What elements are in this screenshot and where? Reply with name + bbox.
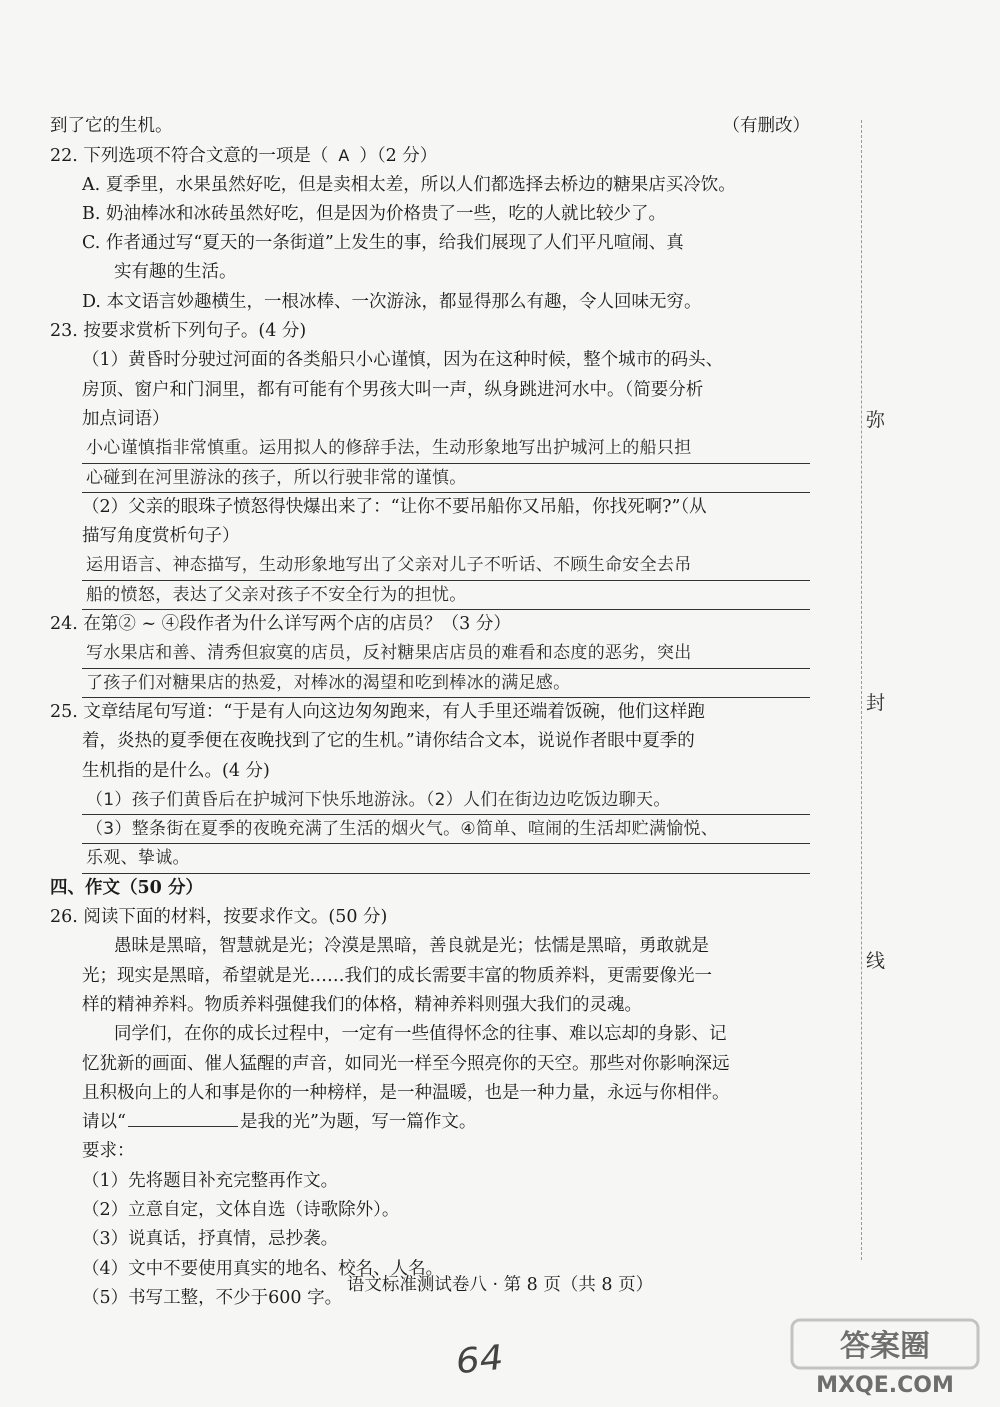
edit-note: （有删改） (722, 116, 810, 136)
answer-mark: A (338, 146, 350, 166)
section-heading: 四、作文（50 分） (50, 877, 203, 898)
question-text: 22. 下列选项不符合文意的一项是（ (50, 146, 329, 167)
handwritten-answer: 运用语言、神态描写，生动形象地写出了父亲对儿子不听话、不顾生命安全去吊 (82, 551, 810, 580)
handwritten-answer: （1）孩子们黄昏后在护城河下快乐地游泳。（2）人们在街边边吃饭边聊天。 (82, 786, 810, 815)
q23-sentence-2-cont: 描写角度赏析句子） (82, 526, 240, 547)
handwritten-answer: 船的愤怒，表达了父亲对孩子不安全行为的担忧。 (82, 581, 810, 610)
q23-sentence-1-cont: 加点词语） (82, 408, 170, 429)
material-paragraph: 同学们，在你的成长过程中，一定有一些值得怀念的往事、难以忘却的身影、记 (114, 1024, 727, 1045)
prompt-text: 是我的光”为题，写一篇作文。 (239, 1112, 477, 1133)
handwritten-answer: 乐观、挚诚。 (82, 844, 810, 873)
page-content (50, 112, 810, 1313)
question-22 (50, 141, 810, 170)
text-line (50, 112, 810, 141)
handwritten-answer: 写水果店和善、清秀但寂寞的店员，反衬糖果店店员的难看和态度的恶劣，突出 (82, 639, 810, 668)
material-paragraph-cont: 且积极向上的人和事是你的一种榜样，是一种温暖，也是一种力量，永远与你相伴。 (82, 1082, 730, 1103)
requirement-item: （4）文中不要使用真实的地名、校名、人名。 (82, 1258, 444, 1279)
q23-sentence-2: （2）父亲的眼珠子愤怒得快爆出来了：“让你不要吊船你又吊船，你找死啊?”（从 (82, 496, 707, 517)
requirement-item: （3）说真话，抒真情，忌抄袭。 (82, 1229, 339, 1250)
question-25-cont: 着，炎热的夏季便在夜晚找到了它的生机。”请你结合文本，说说作者眼中夏季的 (82, 731, 695, 752)
binding-line (861, 120, 862, 1260)
option-c: C. 作者通过写“夏天的一条街道”上发生的事，给我们展现了人们平凡喧闹、真 (82, 233, 684, 254)
material-paragraph: 愚昧是黑暗，智慧就是光；冷漠是黑暗，善良就是光；怯懦是黑暗，勇敢就是 (114, 936, 709, 957)
question-score: ）（2 分） (359, 146, 438, 167)
material-paragraph-cont: 光；现实是黑暗，希望就是光……我们的成长需要丰富的物质养料，更需要像光一 (82, 965, 712, 986)
watermark-bottom-text: MXQE.COM (816, 1373, 954, 1398)
seal-char-xian: 线 (866, 950, 886, 972)
text: 到了它的生机。 (50, 116, 173, 136)
material-paragraph-cont: 样的精神养料。物质养料强健我们的体格，精神养料则强大我们的灵魂。 (82, 994, 642, 1015)
essay-prompt (50, 1108, 810, 1137)
requirement-item: （5）书写工整，不少于600 字。 (82, 1287, 343, 1308)
q23-sentence-1-cont: 房顶、窗户和门洞里，都有可能有个男孩大叫一声，纵身跳进河水中。（简要分析 (82, 379, 704, 400)
material-paragraph-cont: 忆犹新的画面、催人猛醒的声音，如同光一样至今照亮你的天空。那些对你影响深远 (82, 1053, 730, 1074)
question-26: 26. 阅读下面的材料，按要求作文。(50 分) (50, 907, 388, 928)
handwritten-answer: 了孩子们对糖果店的热爱，对棒冰的渴望和吃到棒冰的满足感。 (82, 669, 810, 698)
title-blank (128, 1108, 238, 1127)
seal-char-mi: 弥 (866, 409, 886, 431)
question-24: 24. 在第② ~ ④段作者为什么详写两个店的店员？（3 分） (50, 614, 511, 635)
q23-sentence-1: （1）黄昏时分驶过河面的各类船只小心谨慎，因为在这种时候，整个城市的码头、 (82, 350, 724, 371)
option-b: B. 奶油棒冰和冰砖虽然好吃，但是因为价格贵了一些，吃的人就比较少了。 (82, 203, 666, 224)
page-footer: 语文标准测试卷八 · 第 8 页（共 8 页） (346, 1275, 654, 1295)
question-25-cont: 生机指的是什么。(4 分) (82, 760, 270, 781)
requirements-label: 要求： (82, 1141, 135, 1162)
question-25: 25. 文章结尾句写道：“于是有人向这边匆匆跑来，有人手里还端着饭碗，他们这样跑 (50, 701, 705, 722)
seal-char-feng: 封 (866, 692, 886, 714)
watermark-top-text: 答案圈 (840, 1329, 930, 1364)
handwritten-answer: 小心谨慎指非常慎重。运用拟人的修辞手法，生动形象地写出护城河上的船只担 (82, 434, 810, 463)
watermark-logo (790, 1318, 980, 1398)
option-d: D. 本文语言妙趣横生，一根冰棒、一次游泳，都显得那么有趣，令人回味无穷。 (82, 291, 702, 312)
question-23: 23. 按要求赏析下列句子。(4 分) (50, 321, 307, 342)
option-a: A. 夏季里，水果虽然好吃，但是卖相太差，所以人们都选择去桥边的糖果店买冷饮。 (82, 174, 736, 195)
requirement-item: （1）先将题目补充完整再作文。 (82, 1170, 339, 1191)
requirement-item: （2）立意自定，文体自选（诗歌除外）。 (82, 1199, 400, 1220)
handwritten-answer: （3）整条街在夏季的夜晚充满了生活的烟火气。④简单、喧闹的生活却贮满愉悦、 (82, 815, 810, 844)
handwritten-answer: 心碰到在河里游泳的孩子，所以行驶非常的谨慎。 (82, 464, 810, 493)
option-c-cont: 实有趣的生活。 (114, 262, 237, 283)
prompt-text: 请以“ (82, 1112, 126, 1133)
handwritten-page-number: 64 (453, 1337, 506, 1383)
